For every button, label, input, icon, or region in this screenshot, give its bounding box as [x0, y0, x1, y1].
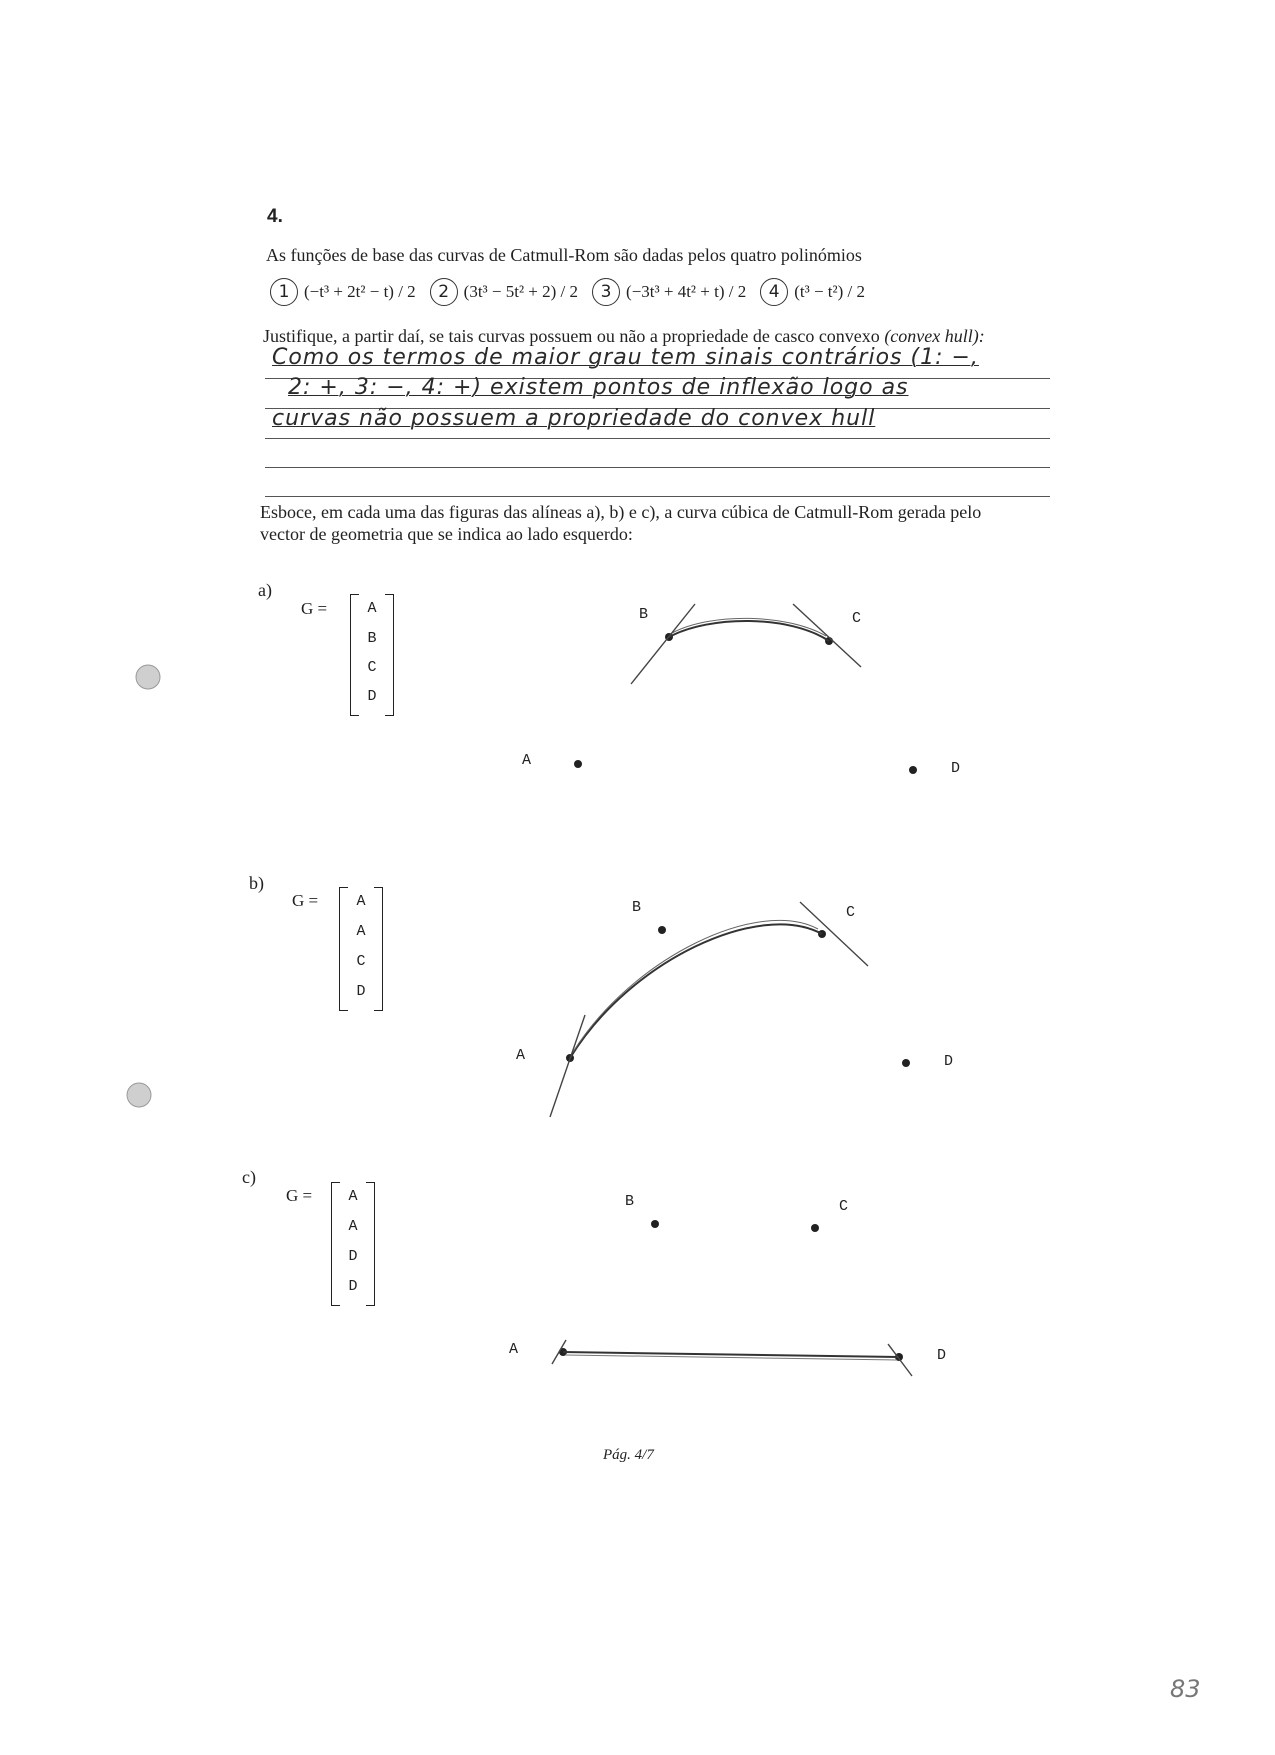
circle-number-1: 1	[270, 278, 298, 306]
part-c-vector-4: D	[348, 1278, 358, 1295]
basis-function-1: (−t³ + 2t² − t) / 2	[304, 282, 416, 301]
part-a-label: a)	[258, 580, 272, 600]
part-c-point-c-label: C	[839, 1198, 849, 1215]
circle-number-2: 2	[430, 278, 458, 306]
page-number: Pág. 4/7	[603, 1447, 654, 1463]
pencil-page-number: 83	[1170, 1675, 1201, 1703]
question-number: 4.	[267, 206, 283, 227]
question-intro: As funções de base das curvas de Catmull-Rom são dadas pelos quatro polinómios	[266, 245, 862, 265]
part-a-vector-2: B	[367, 630, 377, 647]
part-a-point-d	[909, 766, 917, 774]
part-a-tangent-c	[793, 604, 861, 667]
part-b-point-b-label: B	[632, 899, 642, 916]
part-b-point-b	[658, 926, 666, 934]
part-a-point-a-label: A	[522, 752, 532, 769]
circle-number-4: 4	[760, 278, 788, 306]
punch-hole-bottom	[127, 1083, 151, 1107]
part-c-vector-3: D	[348, 1248, 358, 1265]
part-b-vector-3: C	[356, 953, 366, 970]
part-c-point-b	[651, 1220, 659, 1228]
part-a-vector-1: A	[367, 600, 377, 617]
part-b-point-a-label: A	[516, 1047, 526, 1064]
part-a-tangent-b	[631, 604, 695, 684]
part-c-label: c)	[242, 1167, 256, 1187]
handwritten-answer-line-3: curvas não possuem a propriedade do convex hull	[272, 406, 876, 431]
part-b-g-label: G =	[292, 891, 319, 910]
part-b-vector-4: D	[356, 983, 366, 1000]
sketch-prompt-line-2: vector de geometria que se indica ao lado esquerdo:	[260, 524, 633, 544]
basis-function-3: (−3t³ + 4t² + t) / 2	[626, 282, 747, 301]
part-a-g-label: G =	[301, 599, 328, 618]
part-a-vector-3: C	[367, 659, 377, 676]
part-c-g-label: G =	[286, 1186, 313, 1205]
handwritten-answer-line-1: Como os termos de maior grau tem sinais contrários (1: −,	[272, 345, 979, 370]
sketch-prompt-line-1: Esboce, em cada uma das figuras das alíneas a), b) e c), a curva cúbica de Catmull-Rom gerada pelo	[260, 502, 982, 522]
part-b-tangent-c	[800, 902, 868, 966]
part-b-vector-2: A	[356, 923, 366, 940]
part-c-vector-2: A	[348, 1218, 358, 1235]
punch-hole-top	[136, 665, 160, 689]
justify-term: (convex hull):	[884, 326, 985, 346]
part-a-point-c-label: C	[852, 610, 862, 627]
justify-prompt-text: Justifique, a partir daí, se tais curvas possuem ou não a propriedade de casco convexo	[263, 326, 880, 346]
part-a-point-b-label: B	[639, 606, 649, 623]
part-b-sketch-curve-2	[573, 920, 818, 1052]
basis-function-2: (3t³ − 5t² + 2) / 2	[463, 282, 579, 301]
part-a-vector-4: D	[367, 688, 377, 705]
basis-function-4: (t³ − t²) / 2	[794, 282, 865, 301]
part-c-point-d-label: D	[937, 1347, 947, 1364]
part-c-point-c	[811, 1224, 819, 1232]
part-a-sketch-curve	[669, 621, 829, 641]
circle-number-3: 3	[592, 278, 620, 306]
part-b-point-d-label: D	[944, 1053, 954, 1070]
part-b-vector-1: A	[356, 893, 366, 910]
part-c-vector-1: A	[348, 1188, 358, 1205]
part-a-point-d-label: D	[951, 760, 961, 777]
part-c-point-b-label: B	[625, 1193, 635, 1210]
part-c-point-a-label: A	[509, 1341, 519, 1358]
part-a-point-a	[574, 760, 582, 768]
part-b-point-d	[902, 1059, 910, 1067]
part-b-tangent-a	[550, 1015, 585, 1117]
part-c-sketch-line	[563, 1352, 899, 1357]
part-b-sketch-curve	[570, 924, 822, 1058]
part-b-point-c-label: C	[846, 904, 856, 921]
part-b-label: b)	[249, 873, 264, 893]
handwritten-answer-line-2: 2: +, 3: −, 4: +) existem pontos de inflexão logo as	[288, 375, 909, 400]
